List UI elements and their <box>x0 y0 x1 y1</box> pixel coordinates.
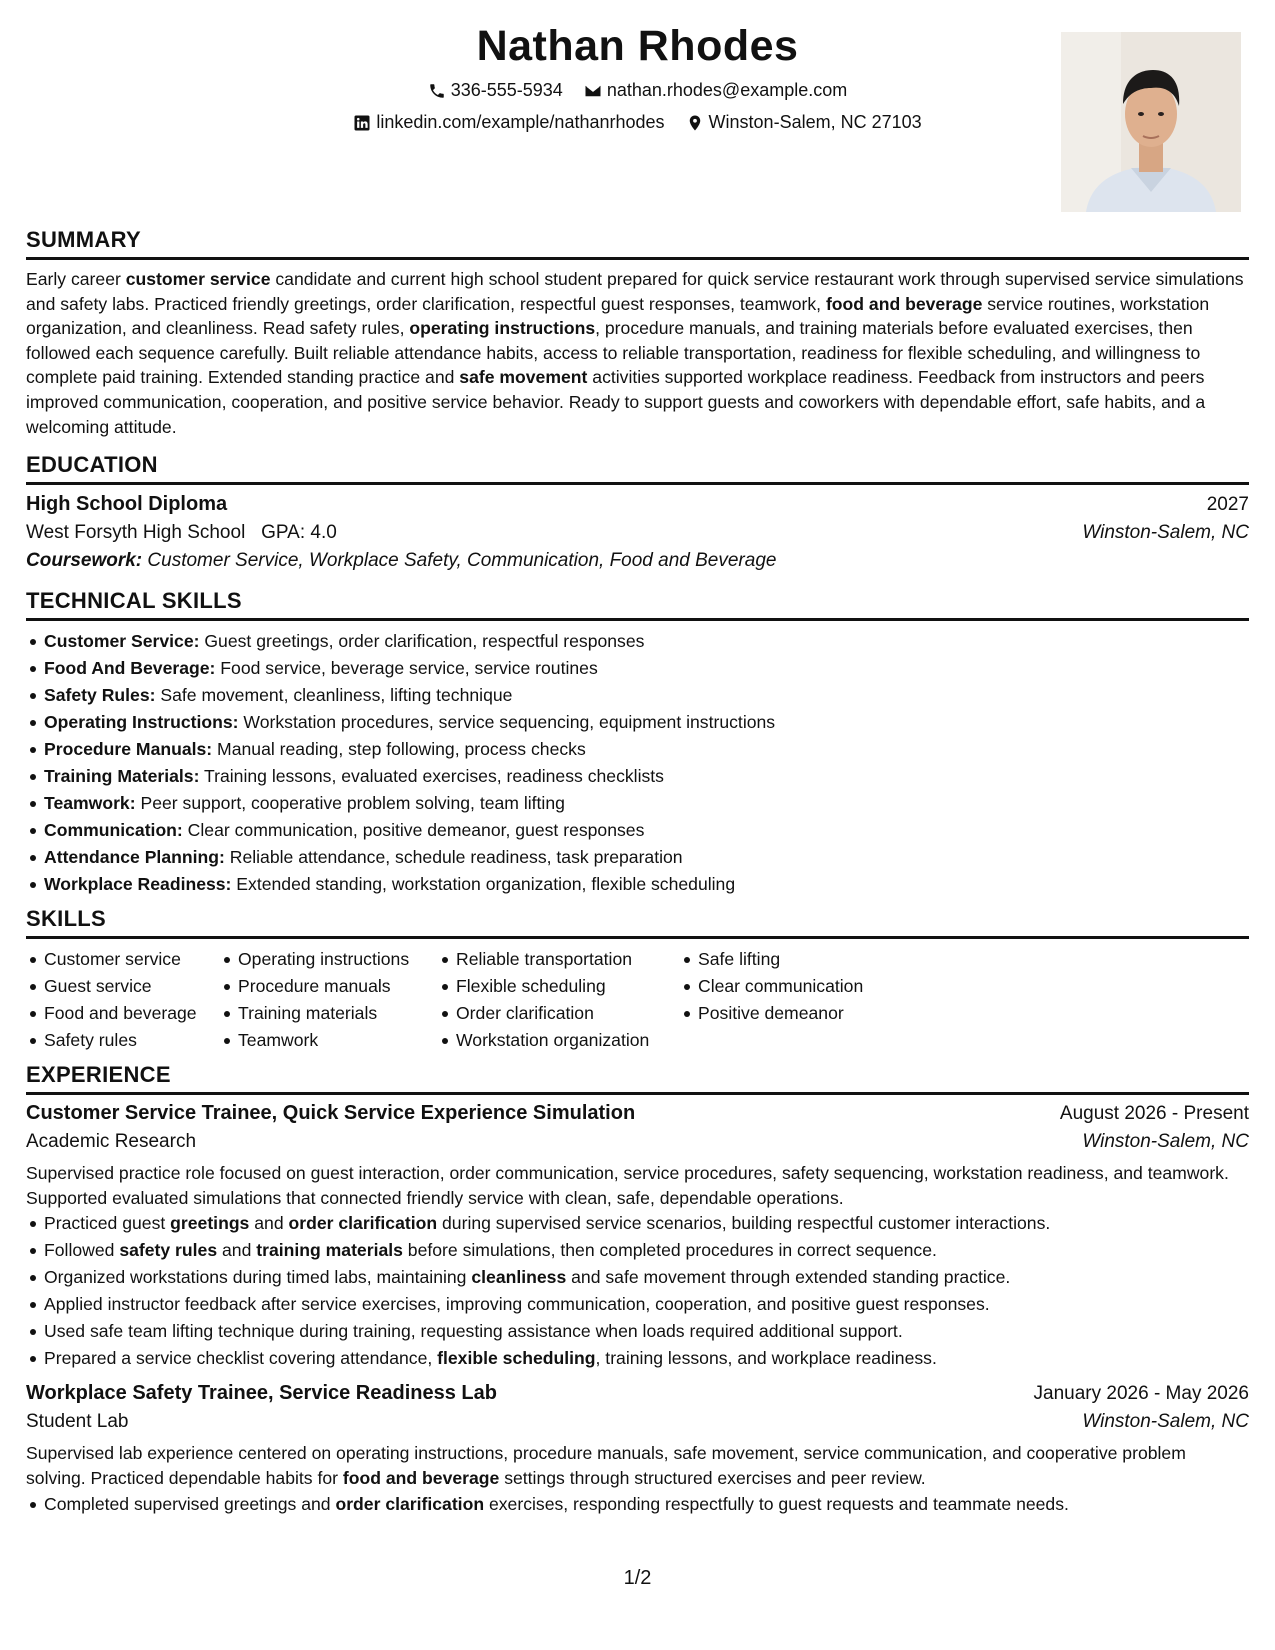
skill-category-text: Extended standing, workstation organization, flexible scheduling <box>231 874 736 895</box>
technical-skills-list <box>26 628 1249 898</box>
bold-keyword: customer service <box>125 269 271 289</box>
text-segment: exercises, responding respectfully to guest requests and teammate needs. <box>484 1493 1069 1514</box>
technical-skill-item <box>26 817 1249 844</box>
map-pin-icon <box>686 114 704 132</box>
technical-skill-item <box>26 763 1249 790</box>
skill-category-label: Communication: <box>44 820 183 841</box>
bold-keyword: flexible scheduling <box>437 1348 596 1369</box>
phone-contact <box>428 80 563 101</box>
skill-category-label: Operating Instructions: <box>44 712 239 733</box>
technical-skill-item <box>26 655 1249 682</box>
skill-category-text: Guest greetings, order clarification, respectful responses <box>199 631 645 652</box>
job-bullets <box>26 1491 1249 1518</box>
coursework-label: Coursework: <box>26 550 143 572</box>
experience-list <box>26 1102 1249 1517</box>
job-organization: Academic Research <box>26 1131 197 1153</box>
coursework-text: Customer Service, Workplace Safety, Communication, Food and Beverage <box>147 550 777 572</box>
bold-keyword: food and beverage <box>825 293 983 314</box>
skill-item: Reliable transportation <box>438 946 680 973</box>
technical-skill-item <box>26 628 1249 655</box>
text-segment: Used safe team lifting technique during training, requesting assistance when loads required additional support. <box>44 1321 903 1342</box>
skills-section <box>26 906 1249 1054</box>
job-dates: August 2026 - Present <box>1059 1103 1249 1125</box>
education-heading: EDUCATION <box>26 452 1249 485</box>
school-name: West Forsyth High School <box>26 522 246 544</box>
skill-category-label: Teamwork: <box>44 793 136 814</box>
education-section <box>26 452 1249 572</box>
school-line <box>26 522 337 544</box>
bold-keyword: safety rules <box>119 1240 218 1261</box>
text-segment: before simulations, then completed procedures in correct sequence. <box>402 1240 937 1261</box>
summary-heading: SUMMARY <box>26 227 1249 260</box>
bold-keyword: operating instructions <box>409 318 596 339</box>
job-bullet <box>26 1291 1249 1318</box>
text-segment: and <box>249 1213 289 1234</box>
job-bullet <box>26 1210 1249 1237</box>
bold-keyword: cleanliness <box>471 1267 567 1288</box>
technical-skill-item <box>26 709 1249 736</box>
skill-category-text: Manual reading, step following, process checks <box>212 739 586 760</box>
phone-icon <box>428 82 446 100</box>
bold-keyword: training materials <box>256 1240 403 1261</box>
skill-item: Procedure manuals <box>220 973 438 1000</box>
text-segment: Completed supervised greetings and <box>44 1493 336 1514</box>
text-segment: candidate and current high school student prepared for quick service restaurant work through supervised service simulations and safety labs. Practiced friendly greetings, order clarification, respectful guest responses, teamwork, <box>26 269 1244 314</box>
text-segment: Organized workstations during timed labs, maintaining <box>44 1267 472 1288</box>
skill-item: Safety rules <box>26 1027 220 1054</box>
job-dates: January 2026 - May 2026 <box>1033 1383 1249 1405</box>
skill-category-text: Clear communication, positive demeanor, guest responses <box>182 820 645 841</box>
location-text: Winston-Salem, NC 27103 <box>708 112 922 132</box>
job-bullet <box>26 1491 1249 1518</box>
text-segment: , training lessons, and workplace readiness. <box>595 1348 937 1369</box>
job-bullet <box>26 1345 1249 1372</box>
technical-skill-item <box>26 736 1249 763</box>
skill-category-label: Training Materials: <box>44 766 200 787</box>
profile-photo <box>1061 32 1241 212</box>
summary-paragraph <box>26 267 1249 439</box>
skill-item: Teamwork <box>220 1027 438 1054</box>
bold-keyword: order clarification <box>288 1213 438 1234</box>
skill-item: Clear communication <box>680 973 900 1000</box>
skill-item: Food and beverage <box>26 1000 220 1027</box>
skill-category-label: Safety Rules: <box>44 685 156 706</box>
location-contact <box>686 112 922 133</box>
skill-item: Order clarification <box>438 1000 680 1027</box>
education-location: Winston-Salem, NC <box>1082 522 1249 544</box>
job-organization: Student Lab <box>26 1411 129 1433</box>
skill-item: Flexible scheduling <box>438 973 680 1000</box>
skills-column <box>680 946 900 1054</box>
skills-heading: SKILLS <box>26 906 1249 939</box>
skill-category-label: Customer Service: <box>44 631 200 652</box>
phone-text: 336-555-5934 <box>450 80 563 100</box>
job-bullets <box>26 1210 1249 1372</box>
text-segment: , procedure manuals, and training materials before evaluated exercises, then followed each sequence carefully. Built reliable attendance habits, access to reliable transportation, readiness for flexible scheduling, and willingness to complete paid training. Extended standing practice and <box>26 318 1201 388</box>
technical-skill-item <box>26 790 1249 817</box>
skill-item: Training materials <box>220 1000 438 1027</box>
skill-item: Customer service <box>26 946 220 973</box>
job-org-row <box>26 1131 1249 1153</box>
experience-entry <box>26 1382 1249 1517</box>
text-segment: during supervised service scenarios, building respectful customer interactions. <box>437 1213 1051 1234</box>
job-summary <box>26 1161 1249 1210</box>
linkedin-contact[interactable] <box>353 112 664 133</box>
text-segment: Practiced guest <box>44 1213 171 1234</box>
job-location: Winston-Salem, NC <box>1082 1411 1249 1433</box>
bold-keyword: safe movement <box>459 367 588 388</box>
skill-item: Operating instructions <box>220 946 438 973</box>
education-title-row <box>26 493 1249 516</box>
skill-category-label: Procedure Manuals: <box>44 739 213 760</box>
skill-item: Guest service <box>26 973 220 1000</box>
skill-category-text: Safe movement, cleanliness, lifting technique <box>155 685 513 706</box>
skill-category-text: Food service, beverage service, service routines <box>215 658 598 679</box>
skill-category-text: Training lessons, evaluated exercises, readiness checklists <box>199 766 664 787</box>
job-bullet <box>26 1318 1249 1345</box>
job-bullet <box>26 1237 1249 1264</box>
text-segment: Prepared a service checklist covering attendance, <box>44 1348 438 1369</box>
resume-page <box>26 22 1249 1518</box>
job-bullet <box>26 1264 1249 1291</box>
experience-entry <box>26 1102 1249 1372</box>
education-school-row <box>26 522 1249 544</box>
text-segment: Followed <box>44 1240 120 1261</box>
text-segment: Supervised lab experience centered on operating instructions, procedure manuals, safe movement, service communication, and cooperative problem solving. Practiced dependable habits for <box>26 1443 1186 1488</box>
skills-column <box>220 946 438 1054</box>
text-segment: and safe movement through extended standing practice. <box>566 1267 1011 1288</box>
bold-keyword: order clarification <box>335 1493 485 1514</box>
skill-item: Safe lifting <box>680 946 900 973</box>
technical-skill-item <box>26 871 1249 898</box>
skill-category-text: Peer support, cooperative problem solving, team lifting <box>135 793 565 814</box>
job-title: Customer Service Trainee, Quick Service Experience Simulation <box>26 1102 636 1125</box>
page-number: 1/2 <box>623 1567 652 1589</box>
email-contact[interactable] <box>584 80 847 101</box>
linkedin-text: linkedin.com/example/nathanrhodes <box>376 112 665 132</box>
graduation-year: 2027 <box>1206 494 1249 516</box>
resume-header <box>26 22 1249 215</box>
candidate-name: Nathan Rhodes <box>476 22 799 70</box>
skills-grid <box>26 946 1249 1054</box>
job-org-row <box>26 1411 1249 1433</box>
text-segment: settings through structured exercises and peer review. <box>499 1467 926 1488</box>
skills-column <box>438 946 680 1054</box>
skill-category-label: Attendance Planning: <box>44 847 225 868</box>
job-location: Winston-Salem, NC <box>1082 1131 1249 1153</box>
coursework-line <box>26 550 1249 572</box>
skill-category-text: Workstation procedures, service sequencing, equipment instructions <box>238 712 776 733</box>
text-segment: and <box>217 1240 257 1261</box>
bold-keyword: food and beverage <box>342 1467 500 1488</box>
technical-skills-heading: TECHNICAL SKILLS <box>26 588 1249 621</box>
degree: High School Diploma <box>26 493 228 516</box>
skill-category-text: Reliable attendance, schedule readiness, task preparation <box>224 847 683 868</box>
text-segment: service routines, workstation organization, and cleanliness. Read safety rules, <box>26 293 1210 339</box>
text-segment: Supervised practice role focused on guest interaction, order communication, service procedures, safety sequencing, workstation readiness, and teamwork. Supported evaluated simulations that connected friendly service with clean, safe, dependable operations. <box>26 1163 1229 1208</box>
skills-column <box>26 946 220 1054</box>
job-title-row <box>26 1382 1249 1405</box>
job-title: Workplace Safety Trainee, Service Readiness Lab <box>26 1382 497 1405</box>
technical-skill-item <box>26 682 1249 709</box>
experience-section <box>26 1062 1249 1517</box>
summary-section <box>26 227 1249 439</box>
technical-skills-section <box>26 588 1249 898</box>
gpa: GPA: 4.0 <box>261 522 337 544</box>
email-text: nathan.rhodes@example.com <box>606 80 848 100</box>
skill-category-label: Food And Beverage: <box>44 658 216 679</box>
job-title-row <box>26 1102 1249 1125</box>
linkedin-icon <box>353 114 371 132</box>
skill-category-label: Workplace Readiness: <box>44 874 232 895</box>
text-segment: Early career <box>26 269 126 289</box>
bold-keyword: greetings <box>170 1213 250 1234</box>
envelope-icon <box>584 82 602 100</box>
text-segment: Applied instructor feedback after service exercises, improving communication, cooperation, and positive guest responses. <box>44 1294 990 1315</box>
job-summary <box>26 1441 1249 1490</box>
experience-heading: EXPERIENCE <box>26 1062 1249 1095</box>
skill-item: Positive demeanor <box>680 1000 900 1027</box>
skill-item: Workstation organization <box>438 1027 680 1054</box>
technical-skill-item <box>26 844 1249 871</box>
text-segment: activities supported workplace readiness. Feedback from instructors and peers improved communication, cooperation, and positive service behavior. Ready to support guests and coworkers with dependable effort, safe habits, and a welcoming attitude. <box>26 367 1206 437</box>
